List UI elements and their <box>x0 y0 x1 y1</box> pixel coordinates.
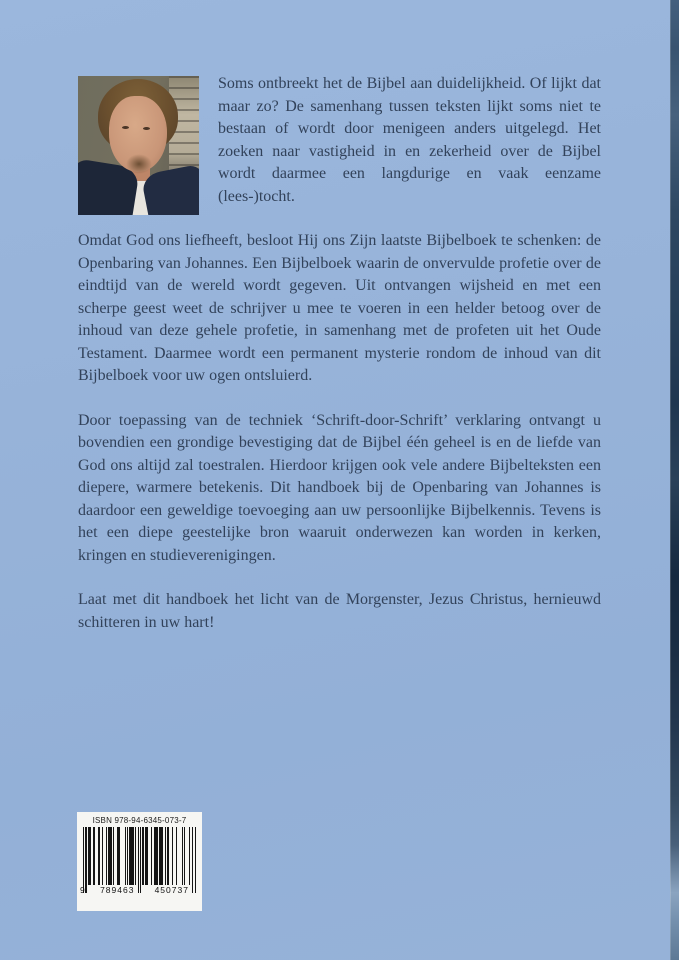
back-cover-text <box>78 76 601 656</box>
author-photo <box>78 76 199 215</box>
isbn-barcode-panel <box>77 812 202 911</box>
barcode-digit-lead: 9 <box>80 885 85 895</box>
barcode-digits <box>80 886 199 895</box>
isbn-label: ISBN 978-94-6345-073-7 <box>92 816 187 825</box>
back-cover-paragraph-4: Laat met dit handboek het licht van de Morgenster, Jezus Christus, hernieuwd schitteren in uw hart! <box>78 591 601 631</box>
right-edge-photo-strip <box>670 0 679 960</box>
photo-goatee <box>126 154 152 174</box>
barcode-digit-group2: 450737 <box>154 885 189 895</box>
back-cover-paragraph-1: Soms ontbreekt het de Bijbel aan duidelijkheid. Of lijkt dat maar zo? De samenhang tussen teksten lijkt soms niet te bestaan of wordt door menigeen anders uitgelegd. Het zoeken naar vastigheid in en zekerheid over de Bijbel wordt daarmee een langdurige en vaak eenzame (lees-)tocht. <box>218 75 601 205</box>
back-cover-paragraph-2: Omdat God ons liefheeft, besloot Hij ons Zijn laatste Bijbelboek te schenken: de Openbaring van Johannes. Een Bijbelboek waarin de onvervulde profetie over de eindtijd van de wereld wordt gegeven. Uit ontvangen wijsheid en met een scherpe geest weet de schrijver u mee te voeren in een helder betoog over de inhoud van deze gehele profetie, in samenhang met de profeten uit het Oude Testament. Daarmee wordt een permanent mysterie rondom de inhoud van dit Bijbelboek voor uw ogen ontsluierd. <box>78 232 601 384</box>
barcode-digit-group1: 789463 <box>100 885 135 895</box>
barcode-bars <box>83 827 196 893</box>
back-cover-paragraph-3: Door toepassing van de techniek ‘Schrift-door-Schrift’ verklaring ontvangt u bovendien een grondige bevestiging dat de Bijbel één geheel is en de liefde van God ons altijd zal toestralen. Hierdoor krijgen ook vele andere Bijbelteksten een diepere, warmere betekenis. Dit handboek bij de Openbaring van Johannes is daardoor een geweldige toevoeging aan uw persoonlijke Bijbelkennis. Tevens is het een diepe geestelijke bron waaruit onderwezen kan worden in kerken, kringen en studieverenigingen. <box>78 411 601 564</box>
photo-eyes <box>122 126 129 129</box>
intro-row <box>78 76 601 230</box>
